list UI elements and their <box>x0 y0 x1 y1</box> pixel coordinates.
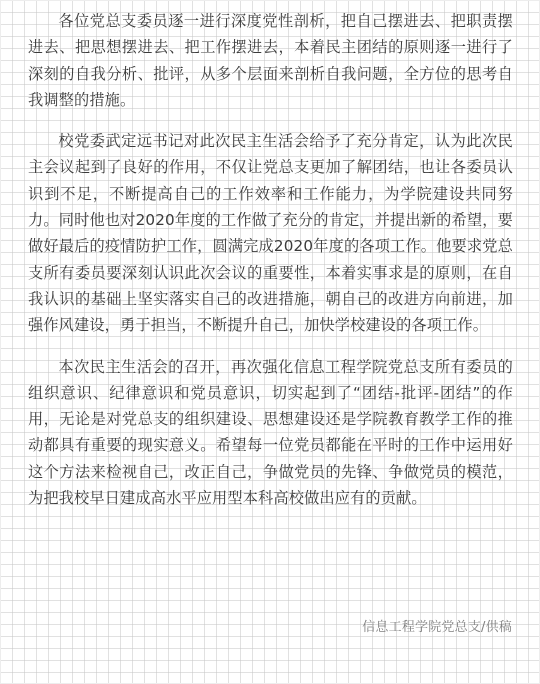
article-paragraph-3: 本次民主生活会的召开，再次强化信息工程学院党总支所有委员的组织意识、纪律意识和党员意识，切实起到了“团结-批评-团结”的作用，无论是对党总支的组织建设、思想建设还是学院教育教学工作的推动都具有重要的现实意义。希望每一位党员都能在平时的工作中运用好这个方法来检视自己，改正自己，争做党员的先锋、争做党员的模范，为把我校早日建成高水平应用型本科高校做出应有的贡献。 <box>28 357 513 508</box>
article-paragraph-1: 各位党总支委员逐一进行深度党性剖析，把自己摆进去、把职责摆进去、把思想摆进去、把工作摆进去，本着民主团结的原则逐一进行了深刻的自我分析、批评，从多个层面来剖析自我问题，全方位的思考自我调整的措施。 <box>28 12 513 109</box>
article-paragraph-2: 校党委武定远书记对此次民主生活会给予了充分肯定，认为此次民主会议起到了良好的作用，不仅让党总支更加了解团结，也让各委员认识到不足，不断提高自己的工作效率和工作能力，为学院建设共同努力。同时他也对2020年度的工作做了充分的肯定，并提出新的希望，要做好最后的疫情防护工作，圆满完成2020年度的各项工作。他要求党总支所有委员要深刻认识此次会议的重要性，本着实事求是的原则，在自我认识的基础上坚实落实自己的改进措施，朝自己的改进方向前进，加强作风建设，勇于担当，不断提升自己，加快学校建设的各项工作。 <box>28 132 513 335</box>
article-body <box>28 8 513 526</box>
article-credit: 信息工程学院党总支/供稿 <box>362 620 512 635</box>
